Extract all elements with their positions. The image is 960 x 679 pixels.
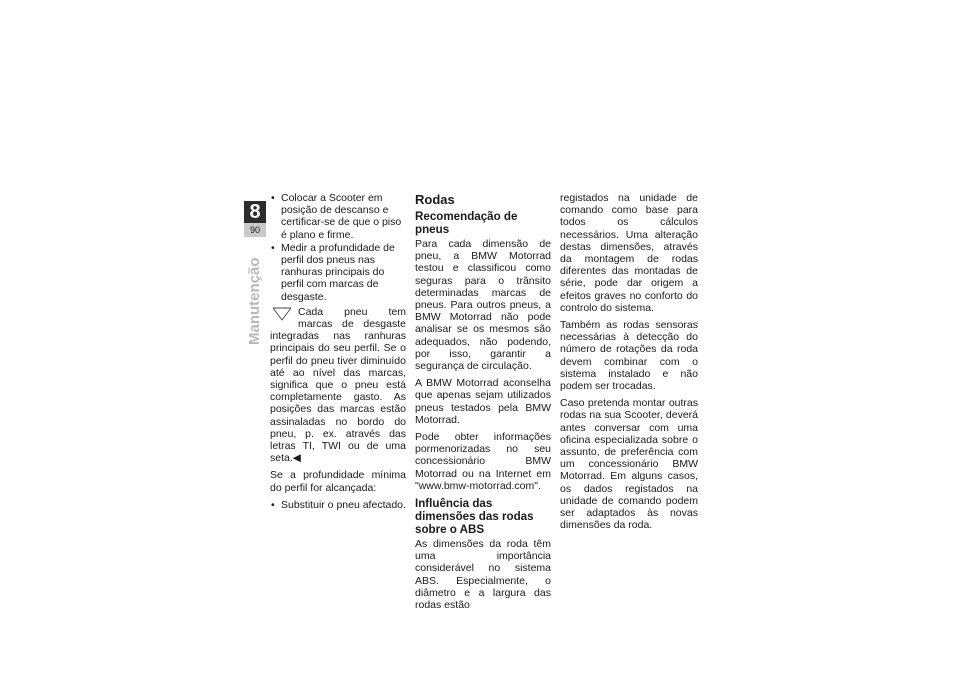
min-depth-paragraph: Se a profundidade mínima do perfil for alcançada:	[270, 469, 406, 494]
chapter-tab	[244, 201, 266, 237]
section-heading-rodas: Rodas	[415, 192, 455, 207]
column-2	[415, 192, 551, 616]
paragraph: Pode obter informações pormenorizadas no seu concessionário BMW Motorrad ou na Internet em "www.bmw-motorrad.com".	[415, 431, 551, 492]
paragraph: Para cada dimensão de pneu, a BMW Motorrad testou e classificou como seguras para o trânsito determinadas marcas de pneus. Para outros pneus, a BMW Motorrad não pode analisar se os mesmos são adequados, não podendo, por isso, garantir a segurança de circulação.	[415, 238, 551, 373]
paragraph: A BMW Motorrad aconselha que apenas sejam utilizados pneus testados pela BMW Motorrad.	[415, 377, 551, 426]
note-triangle-icon	[272, 306, 292, 322]
subheading-tire-recommendation: Recomendação de pneus	[415, 210, 518, 236]
note-block	[270, 304, 406, 465]
chapter-title: Manutenção	[246, 257, 263, 345]
paragraph: Também as rodas sensoras necessárias à detecção do número de rotações da roda devem combinar com o sistema instalado e não podem ser trocadas.	[560, 319, 698, 393]
paragraph: registados na unidade de comando como base para todos os cálculos necessários. Uma alteração destas dimensões, através da montagem de rodas diferentes das montadas de série, pode dar origem a efeitos graves no conforto do controlo do sistema.	[560, 192, 698, 314]
note-text: Cada pneu tem marcas de desgaste integradas nas ranhuras principais do seu perfil. Se o perfil do pneu tiver diminuído até ao nível das marcas, significa que o pneu está completamente gasto. As posições das marcas estão assinaladas no bordo do pneu, p. ex. através das letras TI, TWI ou de uma seta.◀	[270, 305, 406, 465]
paragraph: Caso pretenda montar outras rodas na sua Scooter, deverá antes conversar com uma oficina especializada sobre o assunto, de preferência com um concessionário BMW Motorrad. Em alguns casos, os dados registados na unidade de comando podem ser adaptados às novas dimensões da roda.	[560, 397, 698, 532]
bullet-2: • Medir a profundidade de perfil dos pneus nas ranhuras principais do perfil com marcas de desgaste.	[270, 242, 406, 303]
chapter-title-vertical	[244, 257, 266, 345]
column-3	[560, 192, 698, 536]
column-1	[270, 192, 406, 512]
chapter-number: 8	[249, 201, 261, 223]
page-number: 90	[244, 223, 266, 237]
paragraph: As dimensões da roda têm uma importância considerável no sistema ABS. Especialmente, o diâmetro e a largura das rodas estão	[415, 538, 551, 612]
subheading-abs-influence: Influência das dimensões das rodas sobre o ABS	[415, 497, 534, 537]
bullet-1: • Colocar a Scooter em posição de descanso e certificar-se de que o piso é plano e firme.	[270, 192, 406, 241]
bullet-3: • Substituir o pneu afectado.	[270, 499, 406, 511]
